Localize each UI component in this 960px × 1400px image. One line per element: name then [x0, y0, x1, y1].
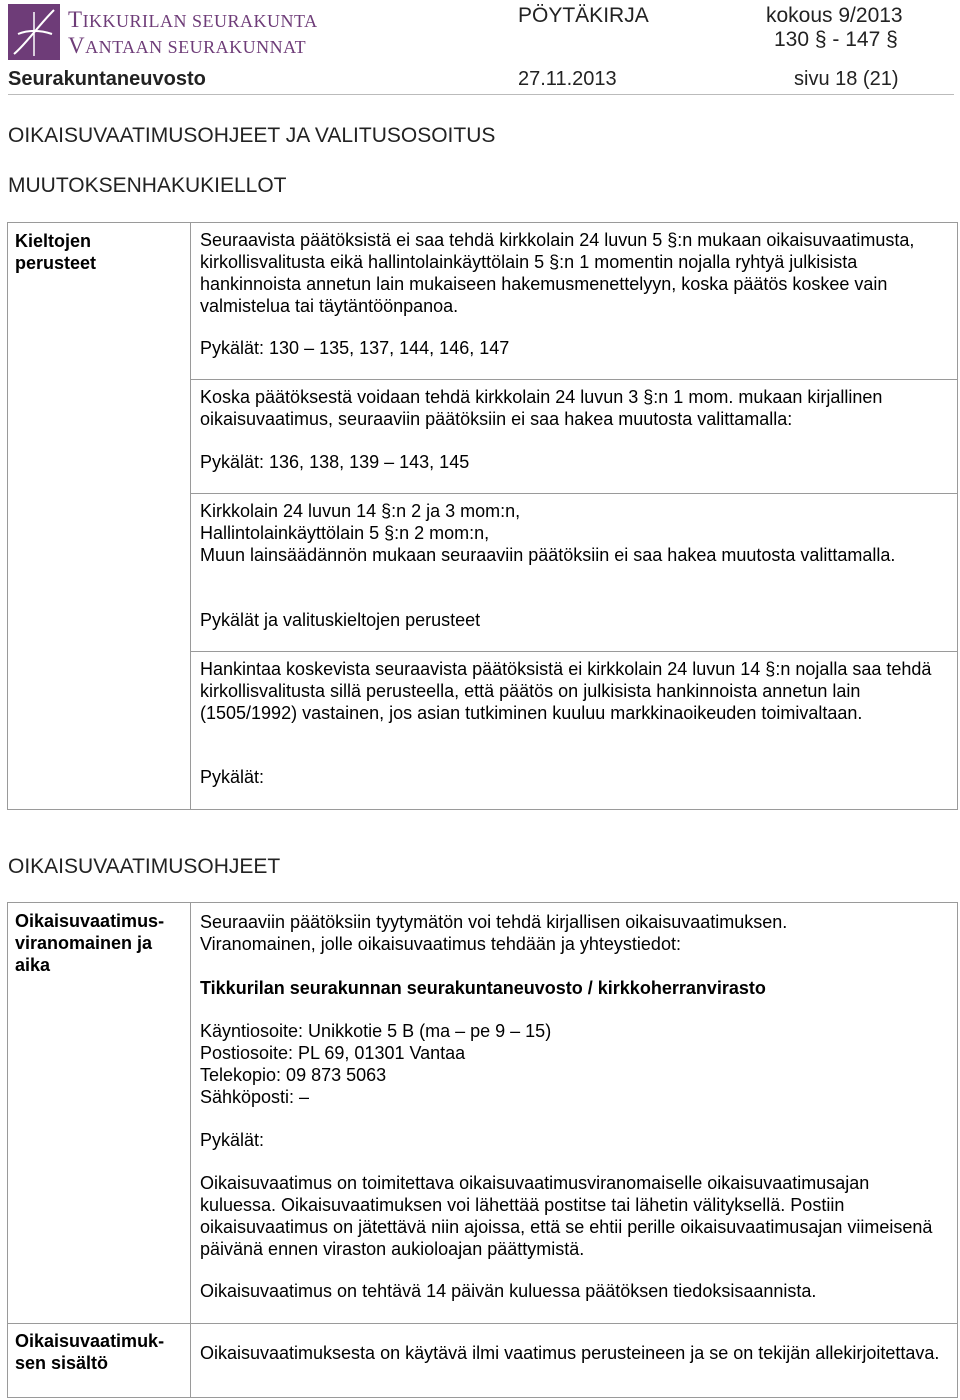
ban-section-prep [191, 223, 957, 379]
ban-section-rectification [191, 379, 957, 494]
content-label: Oikaisuvaatimuk- sen sisältö [15, 1331, 165, 1373]
ban-procurement-text: Hankintaa koskevista seuraavista päätöksistä ei kirkkolain 24 luvun 14 §:n nojalla saa tehdä kirkollisvalitusta sillä perusteella, että päätös on julkisista hankinnoista annetun lain (1505/1992) vastainen, jos asian tutkiminen kuuluu markkinaoikeuden toimivaltaan. [200, 659, 932, 723]
ban-heading: MUUTOKSENHAKUKIELLOT [8, 174, 287, 197]
main-heading: OIKAISUVAATIMUSOHJEET JA VALITUSOSOITUS [8, 124, 496, 147]
paragraph-range: 130 § - 147 § [774, 28, 898, 51]
page-number: sivu 18 (21) [794, 68, 899, 90]
authority-and-time-label: Oikaisuvaatimus- viranomainen ja aika [15, 911, 165, 975]
body-name: Seurakuntaneuvosto [8, 68, 206, 90]
intro-line1: Seuraaviin päätöksiin tyytymätön voi tehdä kirjallisen oikaisuvaatimuksen. [200, 912, 788, 932]
org-name-line2: VANTAAN SEURAKUNNAT [68, 33, 307, 58]
email-address: Sähköposti: – [200, 1087, 310, 1107]
intro-line2: Viranomainen, jolle oikaisuvaatimus tehdään ja yhteystiedot: [200, 934, 681, 954]
label-column [8, 223, 191, 809]
content-text: Oikaisuvaatimuksesta on käytävä ilmi vaatimus perusteineen ja se on tekijän allekirjoitettava. [200, 1343, 940, 1363]
ban-law-line1: Kirkkolain 24 luvun 14 §:n 2 ja 3 mom:n, [200, 501, 521, 521]
instructions-heading: OIKAISUVAATIMUSOHJEET [8, 855, 281, 878]
authority-section [191, 903, 957, 1323]
label-column [8, 903, 191, 1397]
ban-procurement-paragraphs: Pykälät: [200, 767, 265, 787]
ban-grounds-label: Kieltojen perusteet [15, 231, 97, 273]
content-section [191, 1323, 957, 1398]
ban-law-paragraphs: Pykälät ja valituskieltojen perusteet [200, 610, 481, 630]
instructions-table [7, 902, 958, 1398]
deadline-text: Oikaisuvaatimus on toimitettava oikaisuvaatimusviranomaiselle oikaisuvaatimusajan kuluessa. Oikaisuvaatimuksen voi lähettää postitse tai lähetin välityksellä. Postiin oikaisuvaatimus on jätettävä niin ajoissa, että se ehtii perille oikaisuvaatimusajan viimeisenä päivänä ennen viraston aukioloajan päättymistä. [200, 1173, 933, 1259]
org-name-line1: TIKKURILAN SEURAKUNTA [68, 7, 318, 32]
fax-number: Telekopio: 09 873 5063 [200, 1065, 387, 1085]
meeting-number: kokous 9/2013 [766, 4, 903, 27]
deadline-days: Oikaisuvaatimus on tehtävä 14 päivän kuluessa päätöksen tiedoksisaannista. [200, 1281, 817, 1301]
ban-section-law [191, 493, 957, 652]
label-divider [8, 1323, 190, 1324]
visiting-address: Käyntiosoite: Unikkotie 5 B (ma – pe 9 – 15) [200, 1021, 552, 1041]
instructions-paragraphs: Pykälät: [200, 1130, 265, 1150]
appeal-ban-table [7, 222, 958, 810]
document-type: PÖYTÄKIRJA [518, 4, 649, 27]
ban-prep-paragraphs: Pykälät: 130 – 135, 137, 144, 146, 147 [200, 338, 510, 358]
ban-law-line2: Hallintolainkäyttölain 5 §:n 2 mom:n, [200, 523, 490, 543]
church-logo-icon [8, 4, 60, 60]
ban-law-line3: Muun lainsäädännön mukaan seuraaviin päätöksiin ei saa hakea muutosta valittamalla. [200, 545, 896, 565]
header-divider [8, 94, 954, 95]
postal-address: Postiosoite: PL 69, 01301 Vantaa [200, 1043, 466, 1063]
meeting-date: 27.11.2013 [518, 68, 617, 90]
ban-rectification-text: Koska päätöksestä voidaan tehdä kirkkolain 24 luvun 3 §:n 1 mom. mukaan kirjallinen oikaisuvaatimus, seuraaviin päätöksiin ei saa hakea muutosta valittamalla: [200, 387, 883, 429]
ban-rectification-paragraphs: Pykälät: 136, 138, 139 – 143, 145 [200, 452, 470, 472]
ban-section-procurement [191, 651, 957, 810]
authority-name: Tikkurilan seurakunnan seurakuntaneuvosto / kirkkoherranvirasto [200, 978, 766, 998]
ban-prep-text: Seuraavista päätöksistä ei saa tehdä kirkkolain 24 luvun 5 §:n mukaan oikaisuvaatimusta, kirkollisvalitusta eikä hallintolainkäyttölain 5 §:n 1 momentin nojalla ryhtyä julkisista hankinnoista annetun lain mukaiseen hakemusmenettelyyn, koska päätös koskee vain valmistelua tai täytäntöönpanoa. [200, 230, 915, 316]
